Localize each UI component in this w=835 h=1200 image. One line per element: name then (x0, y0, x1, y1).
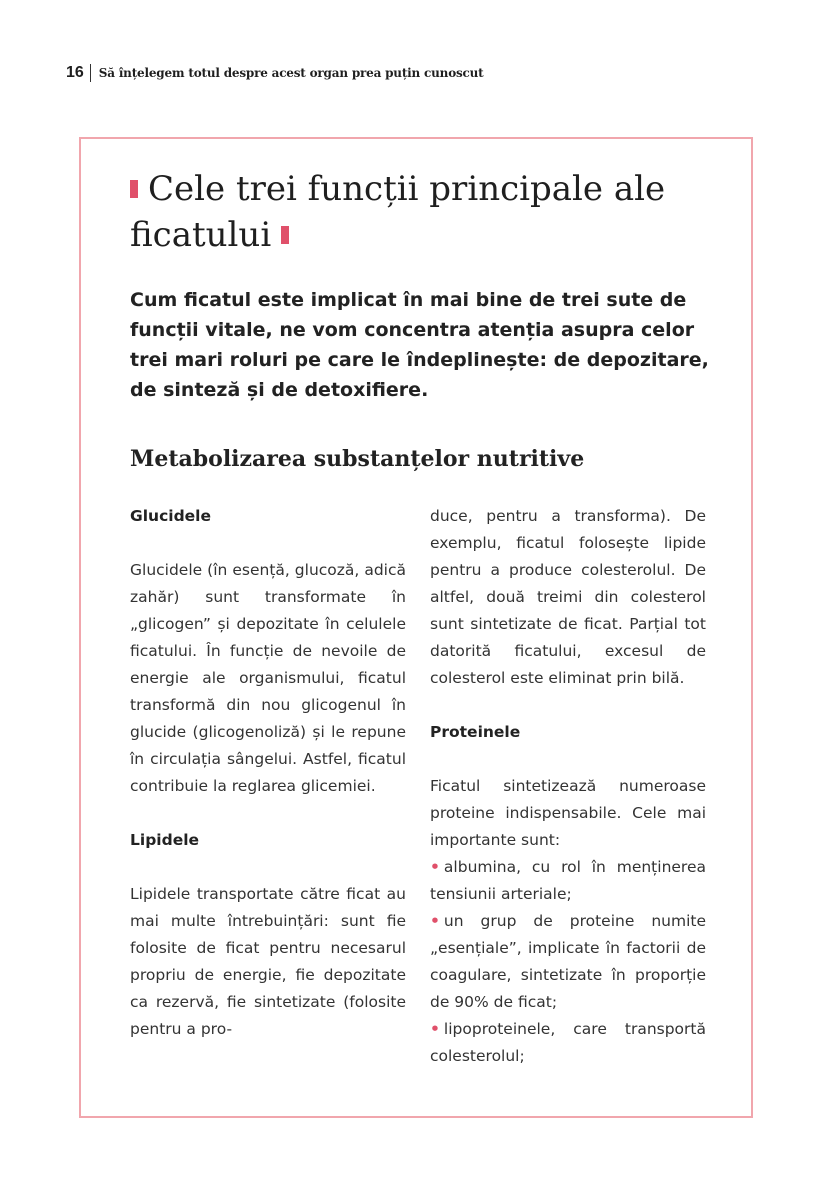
list-item (430, 908, 706, 1016)
right-column (430, 503, 706, 1070)
bullet-icon: • (430, 912, 440, 930)
left-column (130, 503, 406, 1043)
proteine-intro: Ficatul sintetizează numeroase proteine indispensabile. Cele mai importante sunt: (430, 777, 706, 849)
title-start-marker (130, 180, 138, 198)
running-title: Să înțelegem totul despre acest organ prea puțin cunoscut (98, 66, 484, 80)
list-item-text: albumina, cu rol în menținerea tensiunii arteriale; (430, 858, 706, 903)
lead-paragraph: Cum ficatul este implicat în mai bine de trei sute de funcții vitale, ne vom concentra atenția asupra celor trei mari roluri pe care le îndeplinește: de depozitare, de sinteză și de detoxifiere. (130, 289, 709, 401)
spacer (130, 854, 406, 881)
page-number: 16 (66, 64, 84, 81)
spacer (130, 800, 406, 827)
running-header (66, 64, 484, 82)
list-item-text: lipoproteinele, care transportă colesterolul; (430, 1020, 706, 1065)
bullet-icon: • (430, 858, 440, 876)
bullet-icon: • (430, 1020, 440, 1038)
section-heading: Metabolizarea substanțelor nutritive (130, 446, 585, 472)
title-end-marker (281, 226, 289, 244)
lipide-heading: Lipidele (130, 831, 200, 849)
spacer (430, 692, 706, 719)
chapter-title-text: Cele trei funcții principale ale ficatului (130, 169, 666, 255)
spacer (130, 530, 406, 557)
spacer (430, 746, 706, 773)
proteine-heading: Proteinele (430, 723, 521, 741)
glucide-heading: Glucidele (130, 507, 212, 525)
list-item (430, 854, 706, 908)
list-item (430, 1016, 706, 1070)
list-item-text: un grup de proteine numite „esențiale”, implicate în factorii de coagulare, sintetizate în proporție de 90% de ficat; (430, 912, 706, 1011)
lipide-paragraph-end: duce, pentru a transforma). De exemplu, ficatul folosește lipide pentru a produce colesterolul. De altfel, două treimi din colesterol sunt sintetizate de ficat. Parțial tot datorită ficatului, excesul de colesterol este eliminat prin bilă. (430, 507, 706, 687)
chapter-title (130, 166, 730, 258)
header-divider (90, 64, 91, 82)
lipide-paragraph-start: Lipidele transportate către ficat au mai multe întrebuințări: sunt fie folosite de ficat pentru necesarul propriu de energie, fie depozitate ca rezervă, fie sintetizate (folosite pentru a pro- (130, 885, 406, 1038)
glucide-paragraph: Glucidele (în esență, glucoză, adică zahăr) sunt transformate în „glicogen” și depozitate în celulele ficatului. În funcție de nevoile de energie ale organismului, ficatul transformă din nou glicogenul în glucide (glicogenoliză) și le repune în circulația sângelui. Astfel, ficatul contribuie la reglarea glicemiei. (130, 561, 406, 795)
